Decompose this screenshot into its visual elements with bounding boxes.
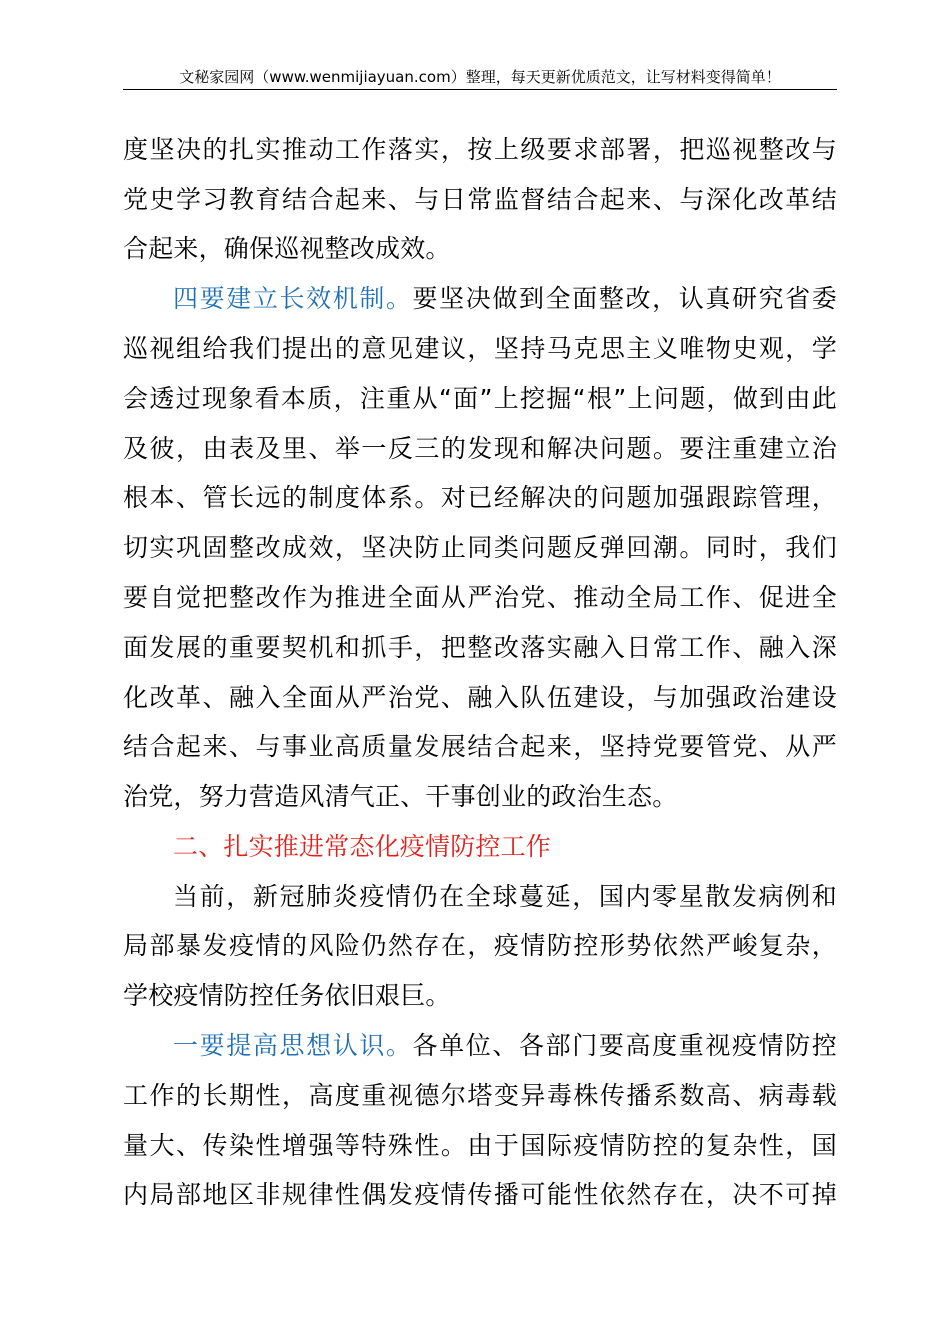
- chapter-heading: 二、扎实推进常态化疫情防控工作: [173, 832, 552, 861]
- body-text: 各单位、各部门要高度重视疫情防控: [412, 1031, 837, 1060]
- body-line: 要自觉把整改作为推进全面从严治党、推动全局工作、促进全: [123, 583, 837, 612]
- section-heading: 一要提高思想认识。: [173, 1031, 413, 1060]
- body-line: 结合起来、与事业高质量发展结合起来，坚持党要管党、从严: [123, 732, 837, 761]
- body-line: [173, 279, 837, 319]
- body-line: 会透过现象看本质，注重从“面”上挖掘“根”上问题，做到由此: [123, 384, 837, 413]
- body-line: 化改革、融入全面从严治党、融入队伍建设，与加强政治建设: [123, 683, 837, 712]
- body-line: [173, 1026, 837, 1066]
- body-line: 治党，努力营造风清气正、干事创业的政治生态。: [123, 782, 678, 811]
- body-line: 切实巩固整改成效，坚决防止同类问题反弹回潮。同时，我们: [123, 533, 837, 562]
- body-line: 量大、传染性增强等特殊性。由于国际疫情防控的复杂性，国: [123, 1131, 837, 1160]
- body-line: 度坚决的扎实推动工作落实，按上级要求部署，把巡视整改与: [123, 135, 837, 164]
- body-line: 根本、管长远的制度体系。对已经解决的问题加强跟踪管理，: [123, 483, 837, 512]
- body-line: 学校疫情防控任务依旧艰巨。: [123, 981, 451, 1010]
- body-line: 局部暴发疫情的风险仍然存在，疫情防控形势依然严峻复杂，: [123, 931, 837, 960]
- body-line: 当前，新冠肺炎疫情仍在全球蔓延，国内零星散发病例和: [173, 882, 837, 911]
- body-line: 党史学习教育结合起来、与日常监督结合起来、与深化改革结: [123, 185, 837, 214]
- header-divider: [123, 89, 837, 90]
- body-line: 巡视组给我们提出的意见建议，坚持马克思主义唯物史观，学: [123, 334, 837, 363]
- body-line: 内局部地区非规律性偶发疫情传播可能性依然存在，决不可掉: [123, 1180, 837, 1209]
- section-heading: 四要建立长效机制。: [173, 284, 413, 313]
- body-line: 面发展的重要契机和抓手，把整改落实融入日常工作、融入深: [123, 633, 837, 662]
- body-line: 及彼，由表及里、举一反三的发现和解决问题。要注重建立治: [123, 434, 837, 463]
- body-text: 要坚决做到全面整改，认真研究省委: [412, 284, 837, 313]
- body-line: 工作的长期性，高度重视德尔塔变异毒株传播系数高、病毒载: [123, 1081, 837, 1110]
- page-header: 文秘家园网（www.wenmijiayuan.com）整理，每天更新优质范文，让写材料变得简单！: [179, 68, 781, 86]
- body-line: 合起来，确保巡视整改成效。: [123, 234, 451, 263]
